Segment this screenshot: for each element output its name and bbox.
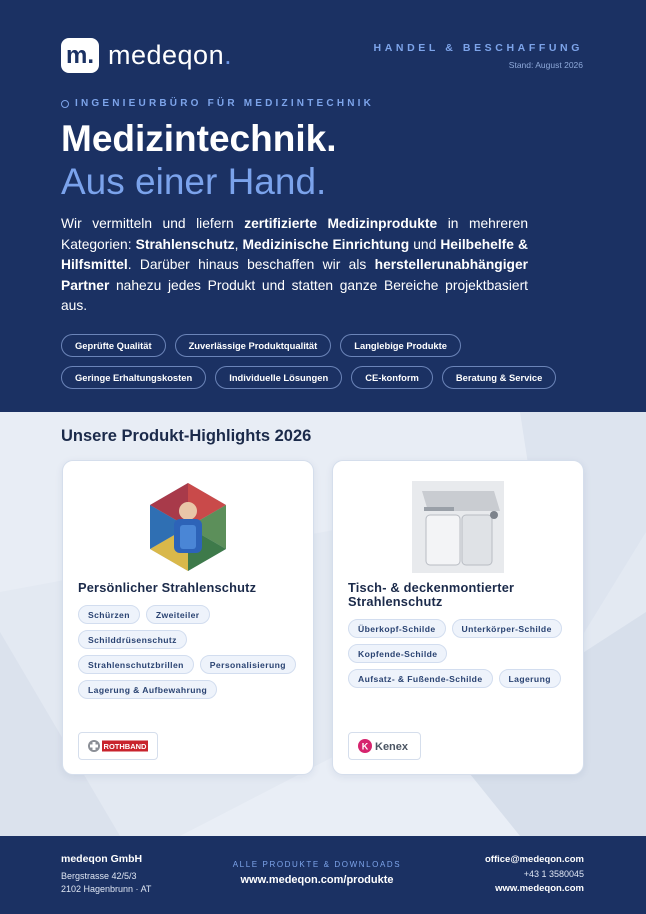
footer-downloads-link[interactable]: www.medeqon.com/produkte [240,874,394,886]
product-tag[interactable]: Schilddrüsenschutz [78,630,187,649]
intro-emphasis: Heilbehelfe & Hilfsmittel [61,236,529,273]
intro-emphasis: herstellerunabhängiger Partner [61,257,528,293]
product-tag[interactable]: Lagerung & Aufbewahrung [78,680,217,699]
svg-text:K: K [361,741,368,752]
kenex-logo-mark [357,738,413,754]
logo[interactable] [61,38,232,73]
hero-headline: Medizintechnik. [61,118,337,159]
intro-text: , [234,236,243,252]
card-tags [348,619,573,688]
product-card-personal[interactable] [62,460,314,775]
intro-text: . Darüber hinaus beschaffen wir als [127,257,375,273]
hero-kicker-text: INGENIEURBÜRO FÜR MEDIZINTECHNIK [75,98,375,109]
hero-intro [61,214,528,317]
product-tag[interactable]: Zweiteiler [146,605,210,624]
header-date: Stand: August 2026 [508,60,583,70]
kenex-logo[interactable] [348,732,421,760]
product-tag[interactable]: Personalisierung [200,655,296,674]
rothband-logo[interactable] [78,732,158,760]
intro-emphasis: Medizinische Einrichtung [242,236,410,252]
product-tag[interactable]: Unterkörper-Schilde [452,619,562,638]
footer-website-link[interactable]: www.medeqon.com [495,883,584,894]
rothband-logo-text: ROTHBAND [103,742,147,752]
highlights-title: Unsere Produkt-Highlights 2026 [61,427,312,445]
card-title: Tisch- & deckenmontierter Strahlenschutz [348,580,515,609]
footer [0,836,646,914]
header-tagline: HANDEL & BESCHAFFUNG [373,42,583,54]
card-tags [78,605,303,699]
product-tag[interactable]: Kopfende-Schilde [348,644,447,663]
feature-pills [61,334,586,389]
product-tag[interactable]: Überkopf-Schilde [348,619,446,638]
footer-downloads-label: ALLE PRODUKTE & DOWNLOADS [232,860,402,869]
feature-pill: Langlebige Produkte [340,334,461,357]
feature-pill: Geprüfte Qualität [61,334,166,357]
feature-pill: Individuelle Lösungen [215,366,342,389]
intro-text: in mehreren Kategorien: [61,216,529,252]
footer-email-link[interactable]: office@medeqon.com [485,854,584,865]
logo-dot: . [224,40,232,70]
product-tag[interactable]: Aufsatz- & Fußende-Schilde [348,669,493,688]
hero-kicker [61,98,374,109]
logo-wordmark: medeqon [108,40,225,70]
intro-emphasis: zertifizierte Medizinprodukte [244,216,438,231]
rothband-logo-mark [87,739,149,753]
hero-section [0,0,646,412]
apron-hexagon-image [142,481,234,573]
feature-pill: Beratung & Service [442,366,557,389]
ring-icon [61,100,69,108]
product-tag[interactable]: Lagerung [499,669,561,688]
intro-emphasis: Strahlenschutz [135,236,235,252]
mounted-shield-image [412,481,504,573]
intro-text: nahezu jedes Produkt und statten ganze Bereiche projektbasiert aus. [61,277,528,314]
footer-city: 2102 Hagenbrunn · AT [61,884,152,894]
footer-street: Bergstrasse 42/5/3 [61,871,137,881]
feature-pill: Geringe Erhaltungskosten [61,366,206,389]
intro-text: Wir vermitteln und liefern [61,216,245,231]
product-tag[interactable]: Strahlenschutzbrillen [78,655,194,674]
logo-mark: m. [61,38,99,73]
product-card-mounted[interactable] [332,460,584,775]
product-tag[interactable]: Schürzen [78,605,140,624]
intro-text: und [409,236,441,252]
feature-pill: CE-konform [351,366,433,389]
kenex-logo-text: Kenex [374,741,408,753]
feature-pill: Zuverlässige Produktqualität [175,334,332,357]
footer-company: medeqon GmbH [61,853,143,865]
footer-phone[interactable]: +43 1 3580045 [523,869,584,879]
hero-subheadline: Aus einer Hand. [61,161,327,202]
card-title: Persönlicher Strahlenschutz [78,580,257,595]
